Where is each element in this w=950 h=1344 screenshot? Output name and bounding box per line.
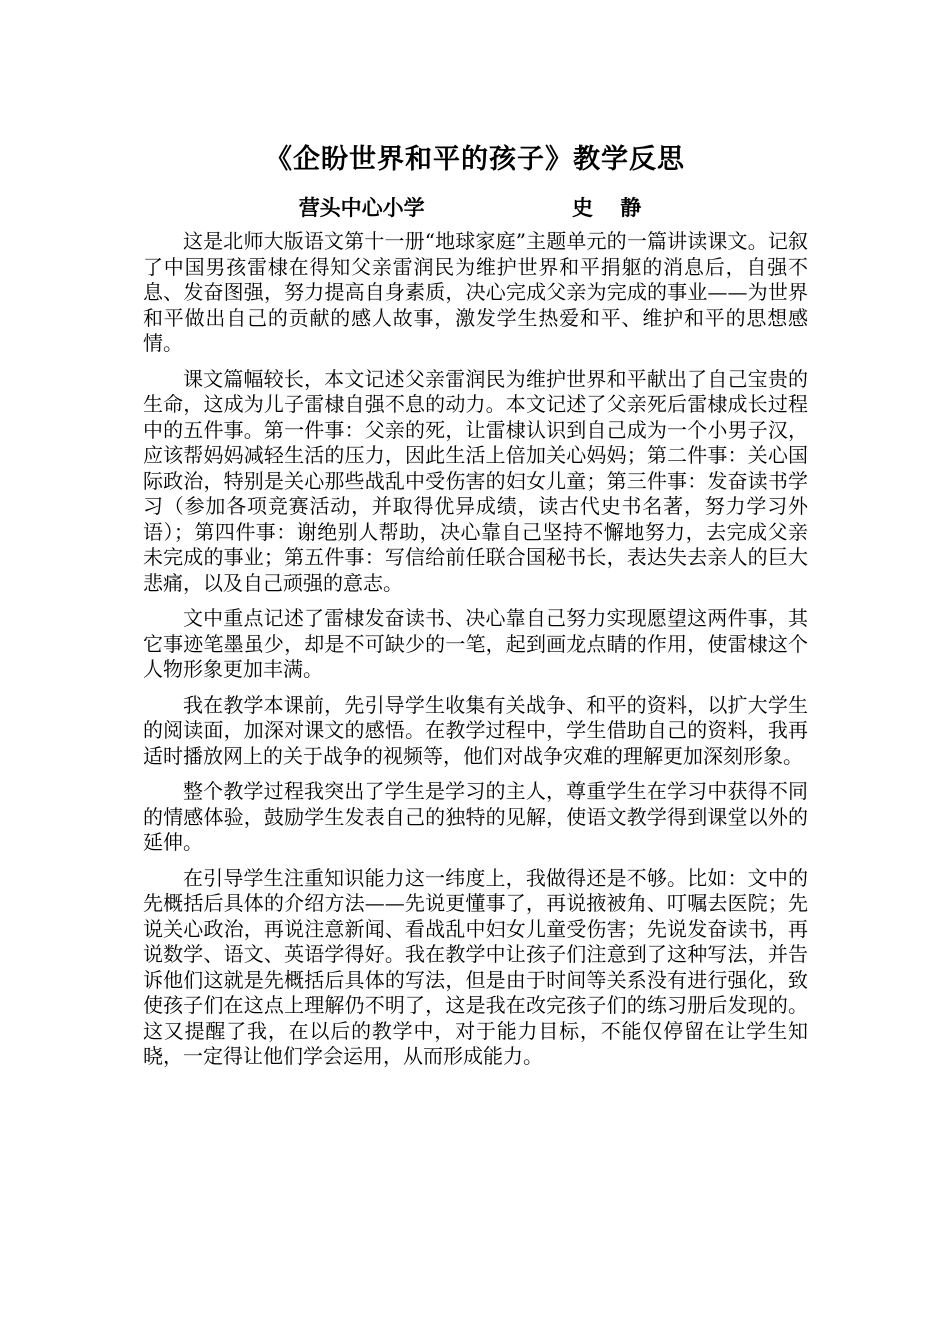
document-title: 《企盼世界和平的孩子》教学反思 — [265, 144, 685, 175]
author-name: 史 静 — [572, 195, 652, 220]
paragraph: 文中重点记述了雷棣发奋读书、决心靠自己努力实现愿望这两件事，其它事迹笔墨虽少，却是不可缺少的一笔，起到画龙点睛的作用，使雷棣这个人物形象更加丰满。 — [143, 606, 808, 681]
paragraph: 在引导学生注重知识能力这一纬度上，我做得还是不够。比如：文中的先概括后具体的介绍方法——先说更懂事了，再说掖被角、叮嘱去医院；先说关心政治，再说注意新闻、看战乱中妇女儿童受伤害；先说发奋读书，再说数学、语文、英语学得好。我在教学中让孩子们注意到了这种写法，并告诉他们这就是先概括后具体的写法，但是由于时间等关系没有进行强化，致使孩子们在这点上理解仍不明了，这是我在改完孩子们的练习册后发现的。这又提醒了我，在以后的教学中，对于能力目标，不能仅停留在让学生知晓，一定得让他们学会运用，从而形成能力。 — [143, 865, 808, 1068]
paragraph: 整个教学过程我突出了学生是学习的主人，尊重学生在学习中获得不同的情感体验，鼓励学生发表自己的独特的见解，使语文教学得到课堂以外的延伸。 — [143, 779, 808, 854]
byline — [0, 194, 950, 222]
paragraph: 我在教学本课前，先引导学生收集有关战争、和平的资料，以扩大学生的阅读面，加深对课文的感悟。在教学过程中，学生借助自己的资料，我再适时播放网上的关于战争的视频等，他们对战争灾难的理解更加深刻形象。 — [143, 692, 808, 768]
document-body — [143, 229, 808, 1080]
paragraph: 这是北师大版语文第十一册“地球家庭”主题单元的一篇讲读课文。记叙了中国男孩雷棣在得知父亲雷润民为维护世界和平捐躯的消息后，自强不息、发奋图强，努力提高自身素质，决心完成父亲为完成的事业——为世界和平做出自己的贡献的感人故事，激发学生热爱和平、维护和平的思想感情。 — [143, 229, 808, 355]
school-name: 营头中心小学 — [298, 195, 425, 220]
paragraph: 课文篇幅较长，本文记述父亲雷润民为维护世界和平献出了自己宝贵的生命，这成为儿子雷棣自强不息的动力。本文记述了父亲死后雷棣成长过程中的五件事。第一件事：父亲的死，让雷棣认识到自己成为一个小男子汉，应该帮妈妈减轻生活的压力，因此生活上倍加关心妈妈；第二件事：关心国际政治，特别是关心那些战乱中受伤害的妇女儿童；第三件事：发奋读书学习（参加各项竞赛活动，并取得优异成绩，读古代史书名著，努力学习外语）；第四件事：谢绝别人帮助，决心靠自己坚持不懈地努力，去完成父亲未完成的事业；第五件事：写信给前任联合国秘书长，表达失去亲人的巨大悲痛，以及自己顽强的意志。 — [143, 366, 808, 595]
